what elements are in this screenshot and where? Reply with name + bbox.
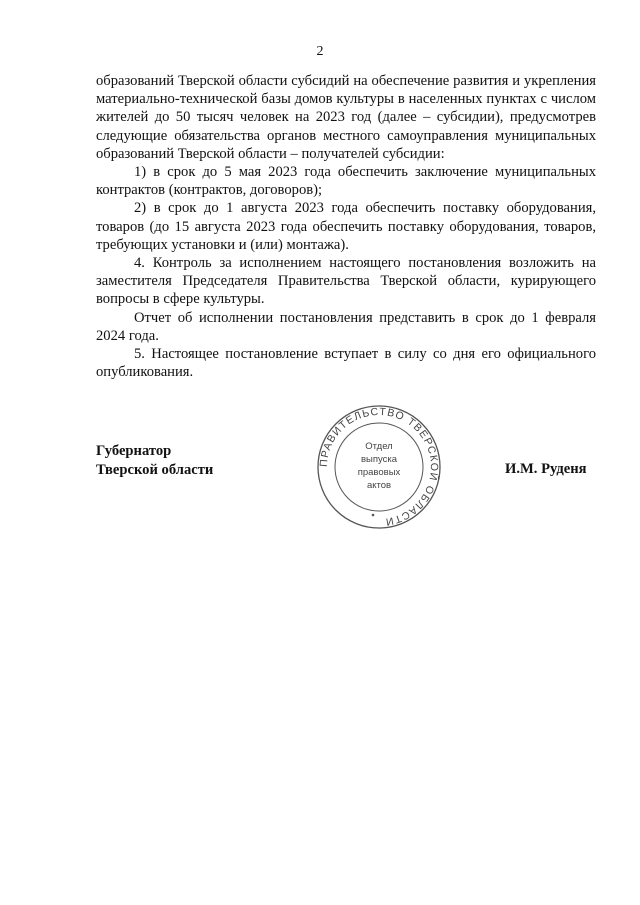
signatory-title-line2: Тверской области [96,462,214,478]
stamp-ring-textpath: ПРАВИТЕЛЬСТВО ТВЕРСКОЙ ОБЛАСТИ [317,405,441,528]
paragraph-effective: 5. Настоящее постановление вступает в силу со дня его официального опубликования. [96,346,596,381]
paragraph-report: Отчет об исполнении постановления представить в срок до 1 февраля 2024 года. [96,309,596,344]
paragraph-item-1: 1) в срок до 5 мая 2023 года обеспечить заключение муниципальных контрактов (контрактов, договоров); [96,164,596,199]
signatory-title [96,442,213,480]
signatory-title-line1: Губернатор [96,443,172,459]
stamp-center-line-2: выпуска [360,454,398,465]
stamp-center-line-4: актов [366,480,392,491]
official-stamp [315,403,443,531]
document-body [96,72,596,381]
signatory-name: И.М. Руденя [505,461,587,477]
page-number: 2 [316,44,324,59]
paragraph-item-2: 2) в срок до 1 августа 2023 года обеспечить поставку оборудования, товаров (до 15 августа 2023 года обеспечить поставку оборудования, товаров, требующих установки и (или) монтажа). [96,200,596,253]
paragraph-control: 4. Контроль за исполнением настоящего постановления возложить на заместителя Председателя Правительства Тверской области, курирующего вопросы в сфере культуры. [96,255,596,308]
stamp-center-line-1: Отдел [365,441,393,452]
paragraph-intro: образований Тверской области субсидий на обеспечение развития и укрепления материально-технической базы домов культуры в населенных пунктах с числом жителей до 50 тысяч человек на 2023 год (далее – субсидии), предусмотрев следующие обязательства органов местного самоуправления муниципальных образований Тверской области – получателей субсидии: [96,73,596,162]
stamp-dot [372,514,375,517]
stamp-center-line-3: правовых [357,467,401,478]
